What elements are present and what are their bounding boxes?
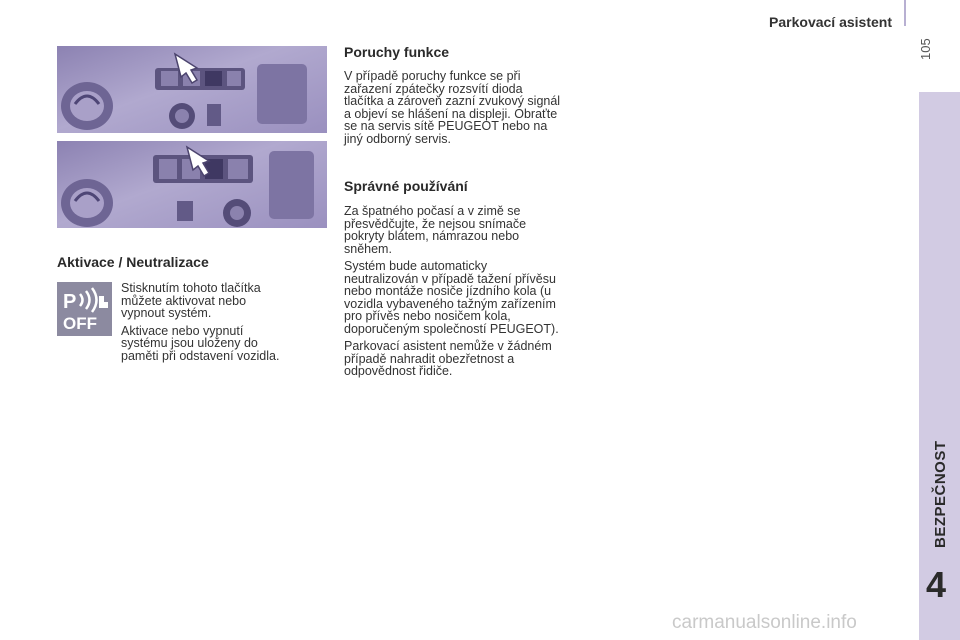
heading-proper-use: Správné používání xyxy=(344,178,468,194)
park-assist-off-icon xyxy=(57,282,112,336)
heading-activation: Aktivace / Neutralizace xyxy=(57,254,209,270)
heading-malfunction: Poruchy funkce xyxy=(344,44,450,60)
page-number: 105 xyxy=(918,38,933,60)
watermark: carmanualsonline.info xyxy=(672,612,857,633)
dashboard-button-photo-1 xyxy=(57,46,327,133)
running-header: Parkovací asistent xyxy=(769,14,892,30)
activation-text xyxy=(121,282,321,362)
chapter-tab-label: BEZPEČNOST xyxy=(932,440,949,548)
malfunction-paragraph: V případě poruchy funkce se při zařazení zpátečky rozsvítí dioda tlačítka a zároveň zazní zvukový signál a objeví se hlášení na displeji. Obraťte se na servis sítě PEUGEOT nebo na jiný odborný servis. xyxy=(344,69,561,146)
activation-paragraph-1: Stisknutím tohoto tlačítka můžete aktivovat nebo vypnout systém. xyxy=(121,281,261,320)
proper-use-paragraph-2: Systém bude automaticky neutralizován v případě tažení přívěsu nebo montáže nosiče jízdního kola (u vozidla vybaveného tažným zařízením pro přívěs nebo nosičem kola, doporučeným společností PEUGEOT). xyxy=(344,259,559,336)
chapter-tab[interactable] xyxy=(919,92,960,640)
dashboard-button-photo-2 xyxy=(57,141,327,228)
proper-use-text xyxy=(344,205,619,378)
proper-use-paragraph-1: Za špatného počasí a v zimě se přesvědčujte, že nejsou snímače pokryty blátem, námrazou nebo sněhem. xyxy=(344,204,527,256)
proper-use-paragraph-3: Parkovací asistent nemůže v žádném případě nahradit obezřetnost a odpovědnost řidiče. xyxy=(344,339,552,378)
svg-text:P: P xyxy=(63,291,77,313)
chapter-number: 4 xyxy=(926,564,947,605)
header-rule xyxy=(904,0,906,26)
off-icon-text: OFF xyxy=(63,314,97,333)
activation-paragraph-2: Aktivace nebo vypnutí systému jsou uloženy do paměti při odstavení vozidla. xyxy=(121,323,280,363)
